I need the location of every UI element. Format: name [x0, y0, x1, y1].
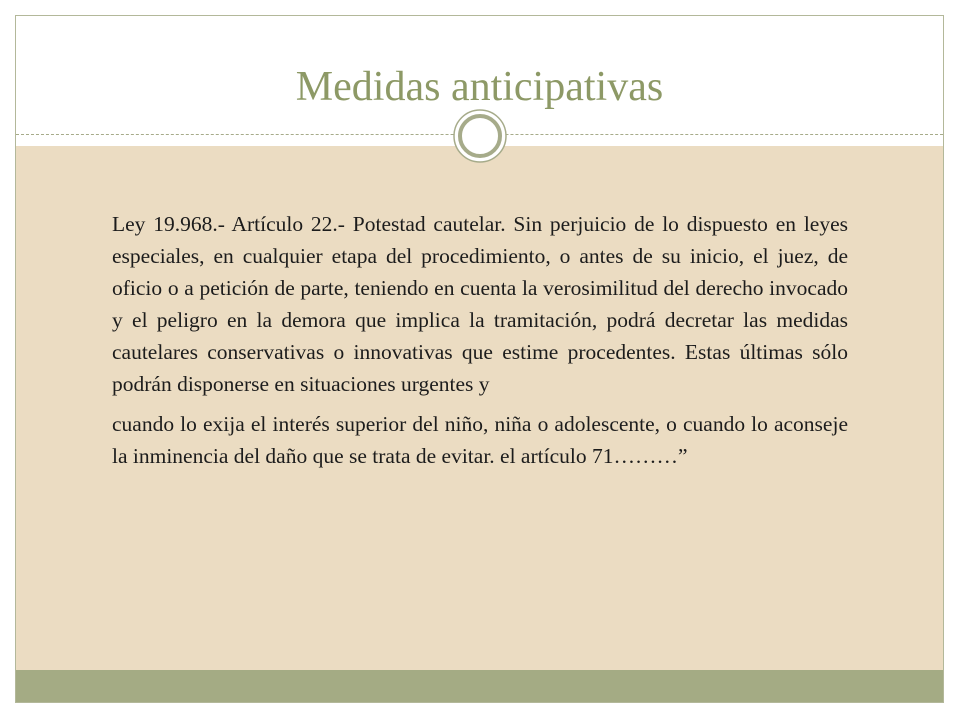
double-ring-circle-icon [452, 108, 508, 164]
slide-title: Medidas anticipativas [295, 64, 664, 110]
paragraph-continuation: cuando lo exija el interés superior del niño, niña o adolescente, o cuando lo aconseje la inminencia del daño que se trata de evitar. el artículo 71………” [112, 412, 848, 468]
paragraph-article-22: Ley 19.968.- Artículo 22.- Potestad cautelar. Sin perjuicio de lo dispuesto en leyes especiales, en cualquier etapa del procedimiento, o antes de su inicio, el juez, de oficio o a petición de parte, teniendo en cuenta la verosimilitud del derecho invocado y el peligro en la demora que implica la tramitación, podrá decretar las medidas cautelares conservativas o innovativas que estime procedentes. Estas últimas sólo podrán disponerse en situaciones urgentes y [112, 212, 848, 396]
body-text [112, 208, 848, 472]
